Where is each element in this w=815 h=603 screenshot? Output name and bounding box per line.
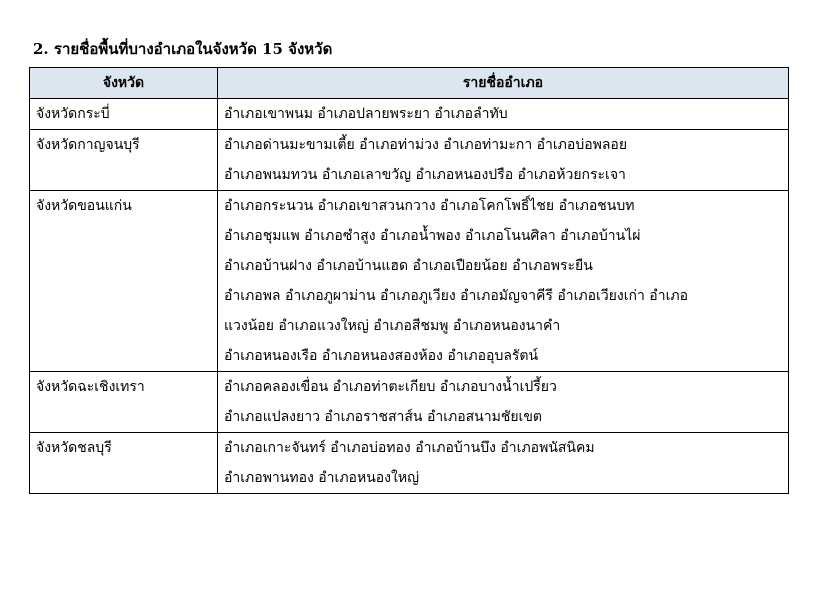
district-cell — [218, 99, 789, 130]
district-line: อำเภอด่านมะขามเตี้ย อำเภอท่าม่วง อำเภอท่ามะกา อำเภอบ่อพลอย — [224, 137, 628, 153]
table-header-row — [30, 68, 789, 99]
section-heading: 2. รายชื่อพื้นที่บางอำเภอในจังหวัด 15 จังหวัด — [33, 40, 333, 58]
district-line: อำเภอแปลงยาว อำเภอราชสาส์น อำเภอสนามชัยเขต — [224, 409, 542, 425]
district-line: อำเภอเขาพนม อำเภอปลายพระยา อำเภอลำทับ — [224, 106, 508, 122]
table-row — [30, 99, 789, 130]
district-cell — [218, 433, 789, 494]
header-district-list: รายชื่ออำเภอ — [218, 68, 789, 99]
district-cell — [218, 372, 789, 433]
province-cell: จังหวัดกาญจนบุรี — [30, 130, 218, 191]
province-cell: จังหวัดกระบี่ — [30, 99, 218, 130]
district-line: อำเภอเกาะจันทร์ อำเภอบ่อทอง อำเภอบ้านบึง อำเภอพนัสนิคม — [224, 440, 595, 456]
table-row — [30, 433, 789, 494]
province-cell: จังหวัดขอนแก่น — [30, 191, 218, 372]
district-line: อำเภอคลองเขื่อน อำเภอท่าตะเกียบ อำเภอบางน้ำเปรี้ยว — [224, 379, 557, 395]
district-cell — [218, 130, 789, 191]
district-line: อำเภอพล อำเภอภูผาม่าน อำเภอภูเวียง อำเภอมัญจาคีรี อำเภอเวียงเก่า อำเภอ — [224, 288, 688, 304]
district-line: อำเภอชุมแพ อำเภอซำสูง อำเภอน้ำพอง อำเภอโนนศิลา อำเภอบ้านไผ่ — [224, 228, 641, 244]
district-line: อำเภอบ้านฝาง อำเภอบ้านแฮด อำเภอเปือยน้อย อำเภอพระยืน — [224, 258, 593, 274]
table-row — [30, 191, 789, 372]
district-line: อำเภอหนองเรือ อำเภอหนองสองห้อง อำเภออุบลรัตน์ — [224, 348, 539, 364]
district-line: แวงน้อย อำเภอแวงใหญ่ อำเภอสีชมพู อำเภอหนองนาคำ — [224, 318, 561, 334]
district-line: อำเภอพนมทวน อำเภอเลาขวัญ อำเภอหนองปรือ อำเภอห้วยกระเจา — [224, 167, 626, 183]
table-row — [30, 372, 789, 433]
province-cell: จังหวัดฉะเชิงเทรา — [30, 372, 218, 433]
header-province: จังหวัด — [30, 68, 218, 99]
district-cell — [218, 191, 789, 372]
district-line: อำเภอพานทอง อำเภอหนองใหญ่ — [224, 470, 420, 486]
district-table — [29, 67, 789, 494]
table-row — [30, 130, 789, 191]
province-cell: จังหวัดชลบุรี — [30, 433, 218, 494]
district-line: อำเภอกระนวน อำเภอเขาสวนกวาง อำเภอโคกโพธิ์ไชย อำเภอชนบท — [224, 198, 635, 214]
